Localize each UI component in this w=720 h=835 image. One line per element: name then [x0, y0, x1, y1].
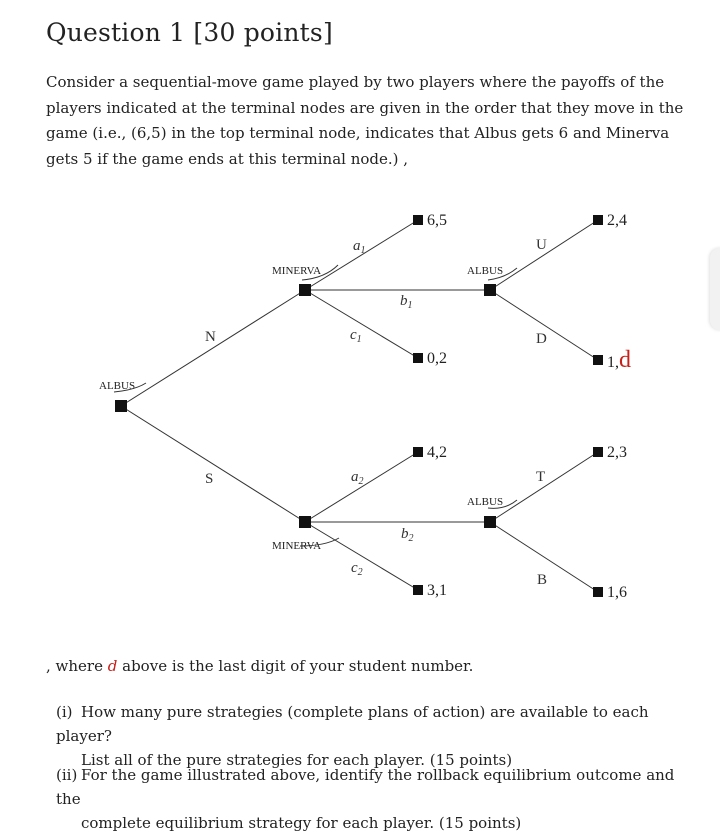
terminal-c2 — [413, 585, 423, 595]
node-albus-1 — [484, 284, 496, 296]
node-minerva-2 — [299, 516, 311, 528]
terminal-B — [593, 587, 603, 597]
node-minerva-1 — [299, 284, 311, 296]
node-albus-2 — [484, 516, 496, 528]
where-suffix: above is the last digit of your student number. — [122, 657, 474, 675]
move-S: S — [205, 471, 214, 487]
question-title: Question 1 [30 points] — [46, 18, 333, 47]
edge-T — [490, 452, 598, 522]
payoff-a2: 4,2 — [427, 444, 447, 461]
question-i-line2: List all of the pure strategies for each player. (15 points) — [81, 751, 513, 769]
question-i-num: (i) — [56, 703, 73, 721]
question-ii-num: (ii) — [56, 766, 78, 784]
move-D: D — [536, 331, 547, 347]
game-tree — [0, 195, 720, 625]
edge-D — [490, 290, 598, 360]
payoff-c2: 3,1 — [427, 582, 447, 599]
payoff-D: 1,d — [607, 347, 631, 373]
move-B: B — [537, 572, 548, 588]
payoff-a1: 6,5 — [427, 212, 447, 229]
move-U: U — [536, 237, 547, 253]
terminal-a2 — [413, 447, 423, 457]
move-c1: $c_1$ — [350, 327, 362, 345]
question-ii-line2: complete equilibrium strategy for each player. (15 points) — [81, 814, 522, 832]
label-minerva-1: MINERVA — [272, 265, 322, 277]
intro-paragraph: Consider a sequential-move game played by two players where the payoffs of the players indicated at the terminal nodes are given in the order that they move in the game (i.e., (6,5) in the top terminal node, indicates that Albus gets 6 and Minerva gets 5 if the game ends at this terminal node.) , — [46, 73, 684, 168]
where-var: d — [107, 657, 118, 675]
move-b2: $b_2$ — [401, 526, 414, 544]
label-minerva-2: MINERVA — [272, 540, 322, 552]
terminal-U — [593, 215, 603, 225]
payoff-B: 1,6 — [607, 584, 627, 601]
terminal-D — [593, 355, 603, 365]
label-albus-root: ALBUS — [99, 380, 136, 392]
question-i — [56, 700, 696, 772]
edge-a2 — [305, 452, 418, 522]
where-note — [46, 657, 473, 675]
label-albus-1: ALBUS — [467, 265, 504, 277]
move-b1: $b_1$ — [400, 293, 413, 311]
move-a2: $a_2$ — [351, 469, 364, 487]
question-i-line1: How many pure strategies (complete plans of action) are available to each player? — [56, 703, 649, 745]
node-albus-root — [115, 400, 127, 412]
payoff-c1: 0,2 — [427, 350, 447, 367]
edge-S — [121, 406, 305, 522]
label-albus-2: ALBUS — [467, 496, 504, 508]
terminal-c1 — [413, 353, 423, 363]
edge-U — [490, 220, 598, 290]
move-N: N — [205, 329, 216, 345]
move-T: T — [536, 469, 546, 485]
terminal-a1 — [413, 215, 423, 225]
question-ii — [56, 763, 696, 835]
payoff-T: 2,3 — [607, 444, 627, 461]
payoff-U: 2,4 — [607, 212, 627, 229]
where-prefix: , where — [46, 657, 103, 675]
terminal-T — [593, 447, 603, 457]
question-ii-line1: For the game illustrated above, identify the rollback equilibrium outcome and the — [56, 766, 675, 808]
move-a1: $a_1$ — [353, 238, 366, 256]
page-edge-tab — [710, 248, 720, 330]
edge-N — [121, 290, 305, 406]
move-c2: $c_2$ — [351, 560, 363, 578]
